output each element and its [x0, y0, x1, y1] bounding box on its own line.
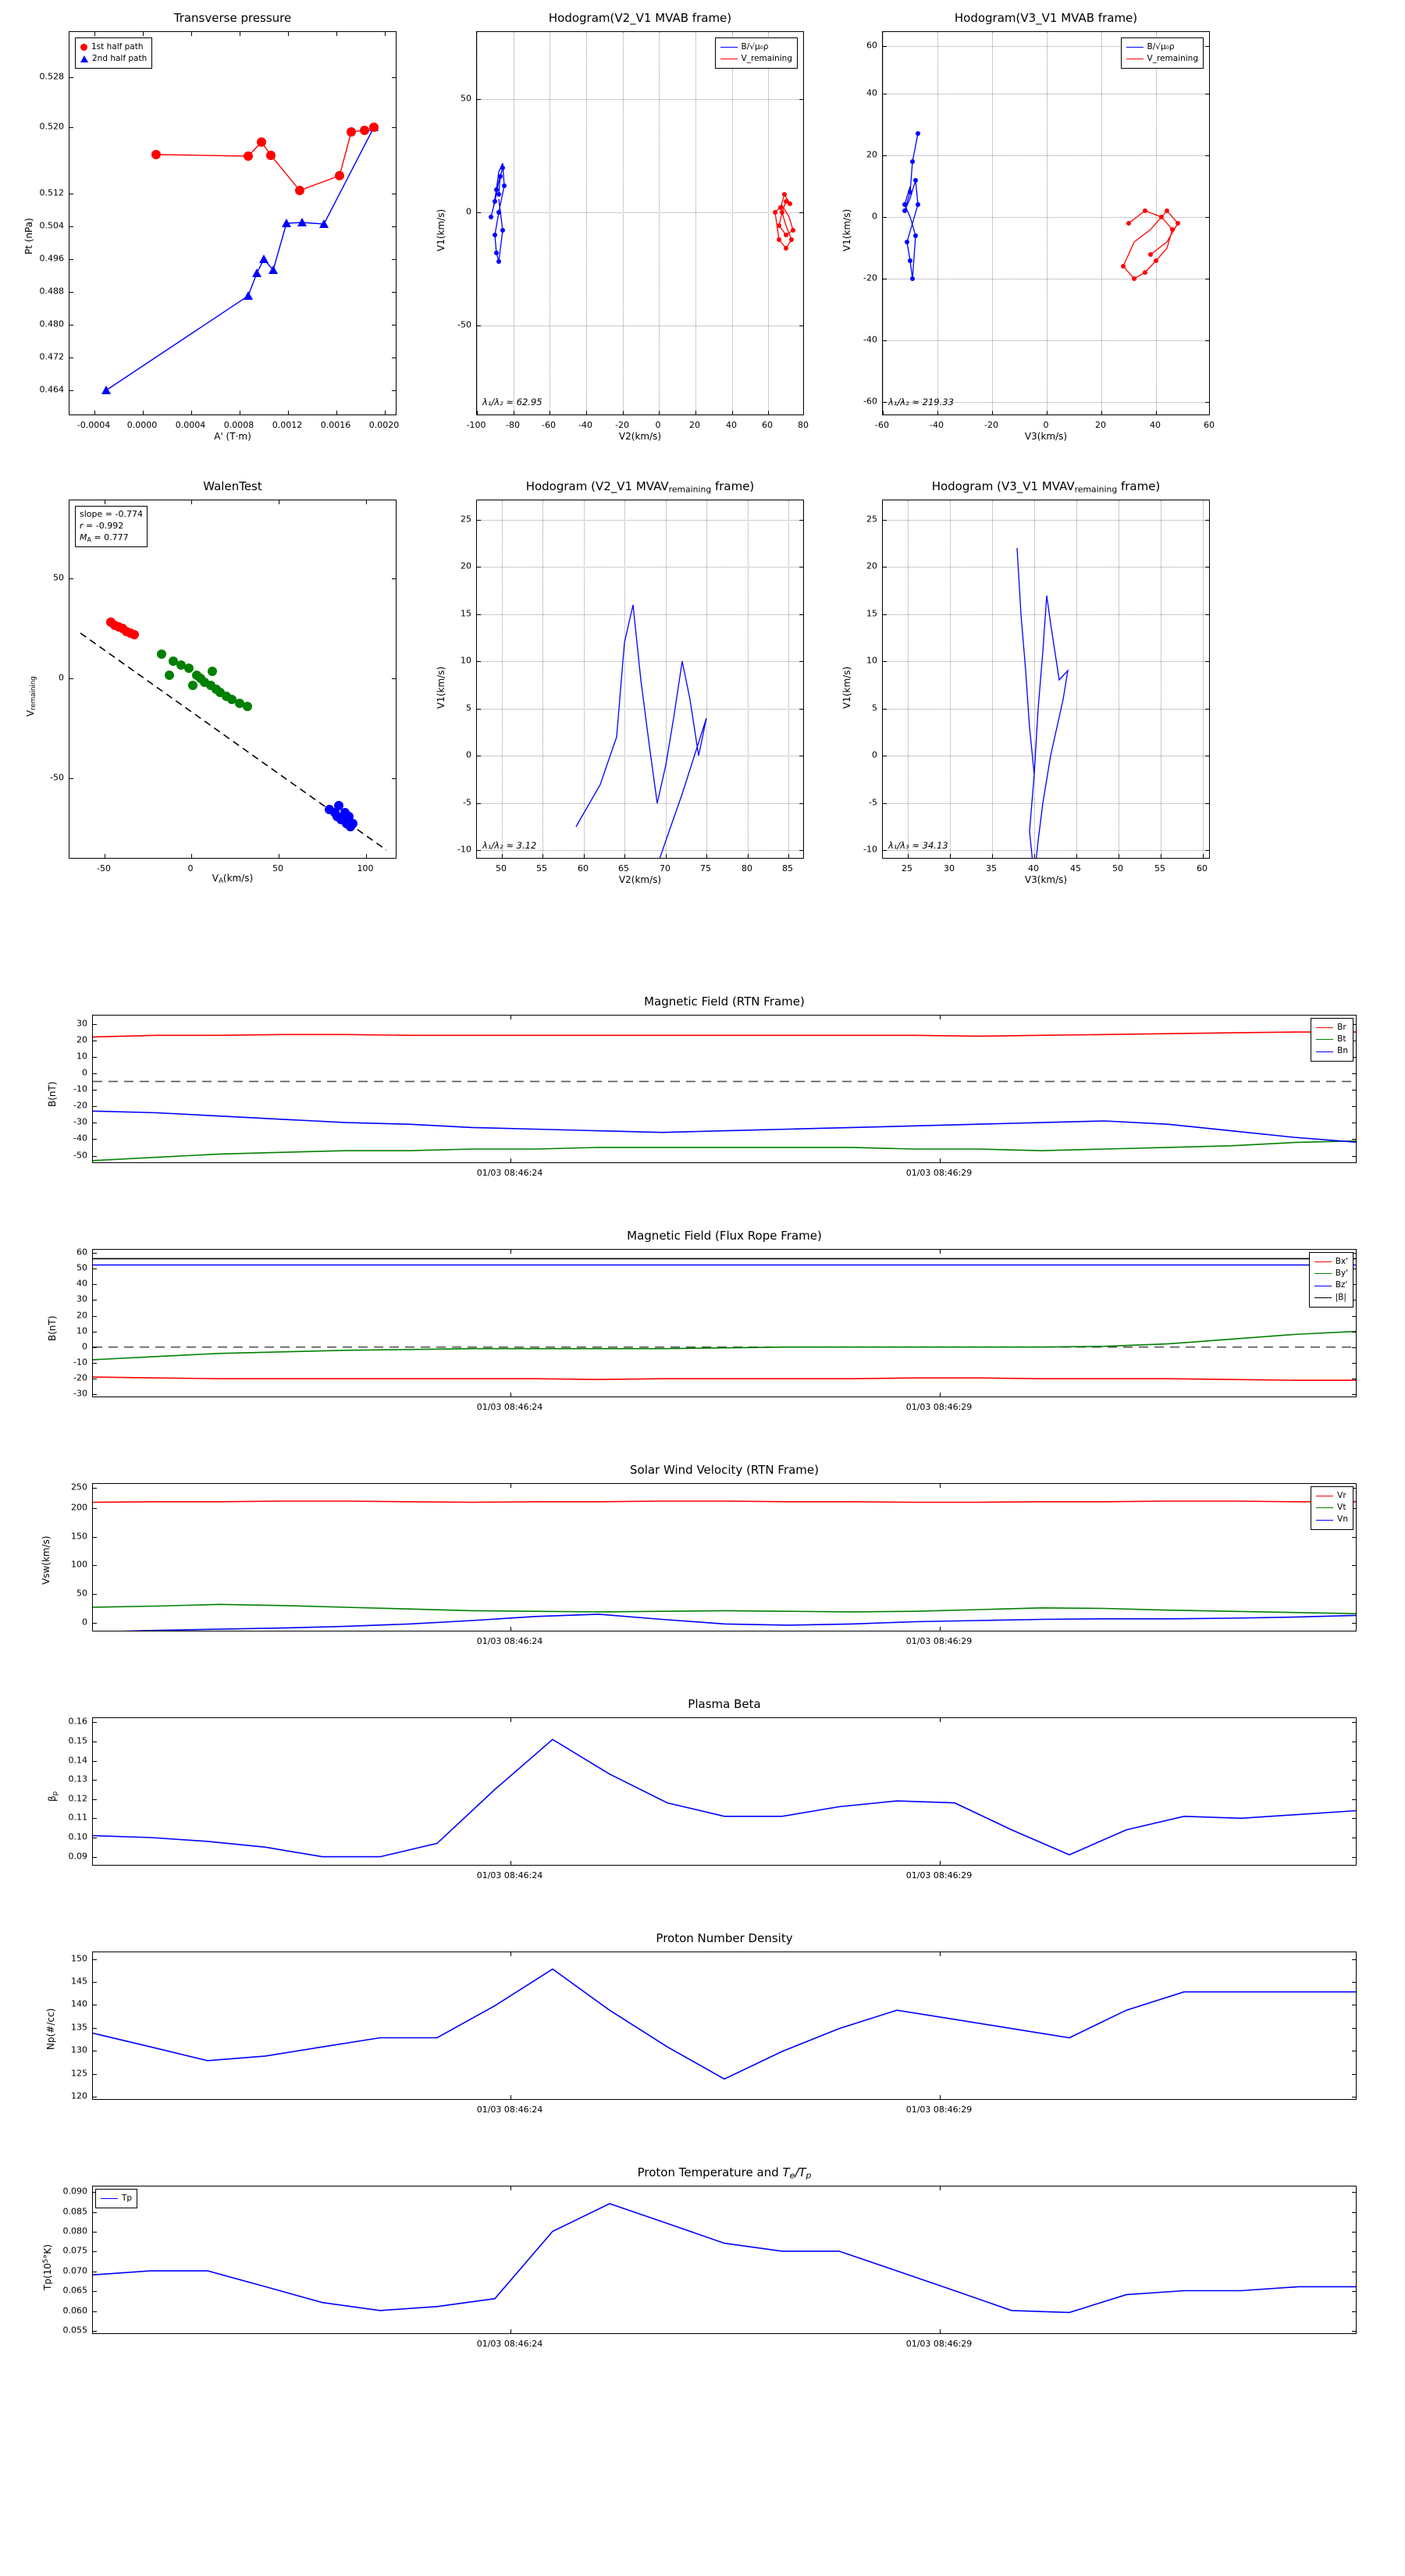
y-tick-label: 0 [466, 206, 471, 217]
panel-hodogram-v2v1-mvab [436, 11, 809, 442]
x-tick-label: 30 [944, 863, 955, 873]
y-tick-label: 50 [461, 93, 471, 104]
y-tick-label: 20 [76, 1034, 87, 1045]
x-axis-label: V3(km/s) [1024, 874, 1068, 885]
legend-magnetic-field-rtn [1311, 1018, 1353, 1062]
y-tick-label: -20 [73, 1372, 87, 1383]
legend-label: By' [1335, 1268, 1348, 1279]
line-swatch-icon [1316, 1507, 1333, 1508]
y-tick-label: 15 [461, 608, 471, 619]
x-tick-label: -60 [875, 420, 889, 430]
y-tick-label: -50 [50, 772, 64, 783]
x-tick-label: 35 [986, 863, 997, 873]
y-tick-label: 0.488 [39, 286, 64, 297]
plot-proton-temperature [93, 2186, 1357, 2334]
legend-item [1314, 1292, 1348, 1304]
x-tick-label: -20 [615, 420, 629, 430]
legend-item [1316, 1045, 1348, 1057]
legend-label: Vn [1337, 1514, 1348, 1525]
y-tick-label: 150 [71, 1953, 87, 1964]
x-tick-label: 01/03 08:46:29 [905, 1870, 973, 1880]
x-tick-label: 0 [1043, 420, 1049, 430]
x-axis-label: V2(km/s) [618, 431, 662, 442]
y-tick-label: -30 [73, 1388, 87, 1399]
x-tick-label: 80 [798, 420, 809, 430]
y-tick-label: 0.520 [39, 121, 64, 132]
y-tick-label: 250 [71, 1482, 87, 1493]
x-tick-label: 45 [1070, 863, 1081, 873]
legend-item [1126, 41, 1198, 53]
y-tick-label: 0.12 [68, 1793, 87, 1804]
legend-item [1316, 1022, 1348, 1034]
panel-magnetic-field-flux-rope [47, 1229, 1357, 1412]
legend-label: V_remaining [1147, 54, 1198, 64]
line-swatch-icon [1314, 1273, 1332, 1274]
y-tick-label: 140 [71, 1998, 87, 2009]
line-swatch-icon [1314, 1261, 1332, 1262]
x-tick-label: 60 [578, 863, 589, 873]
x-tick-label: -100 [466, 420, 486, 430]
y-tick-label: -10 [863, 844, 877, 855]
panel-title: Hodogram (V3_V1 $MVAV_{remaining}$ frame) [931, 479, 1161, 495]
line-swatch-icon [1316, 1051, 1333, 1052]
panel-hodogram-v3v1-mvab [841, 11, 1215, 442]
line-swatch-icon [720, 47, 738, 48]
y-tick-label: -40 [863, 334, 877, 345]
legend-item [720, 53, 792, 65]
axes-walen-test [69, 500, 397, 859]
y-tick-label: 0 [82, 1341, 87, 1352]
y-tick-label: -5 [869, 797, 877, 808]
y-tick-label: 0.065 [62, 2285, 87, 2296]
y-tick-label: 0 [872, 749, 877, 760]
y-tick-label: 30 [76, 1018, 87, 1029]
y-tick-label: 15 [866, 608, 877, 619]
plot-magnetic-field-flux-rope [93, 1250, 1357, 1397]
x-tick-label: 25 [902, 863, 912, 873]
axes-hodogram-v3v1-mvav [882, 500, 1210, 859]
legend-item [1316, 1034, 1348, 1045]
y-tick-label: 0.13 [68, 1774, 87, 1784]
legend-transverse-pressure [75, 37, 152, 69]
eigenvalue-ratio-annotation: λ₁/λ₃ ≈ 34.13 [888, 840, 948, 851]
x-tick-label: 01/03 08:46:29 [905, 2105, 973, 2115]
y-tick-label: 40 [76, 1278, 87, 1289]
y-tick-label: -20 [73, 1100, 87, 1111]
legend-item [101, 2193, 132, 2204]
y-axis-label: V1(km/s) [436, 666, 446, 709]
legend-item [1316, 1514, 1348, 1525]
y-tick-label: 0.060 [62, 2305, 87, 2316]
plot-hodogram-v3v1-mvab [883, 32, 1210, 415]
x-tick-label: 0 [655, 420, 661, 430]
plot-plasma-beta [93, 1718, 1357, 1866]
legend-label: B/√μ₀ρ [1147, 42, 1175, 52]
plot-hodogram-v3v1-mvav [883, 500, 1210, 859]
y-axis-label: $V_{remaining}$ [25, 676, 38, 717]
y-tick-label: 0.11 [68, 1812, 87, 1823]
y-tick-label: 5 [466, 703, 471, 713]
x-axis-label: $V_A(km/s)$ [212, 872, 254, 885]
legend-label: Br [1337, 1023, 1346, 1032]
y-tick-label: 145 [71, 1976, 87, 1987]
legend-item [80, 41, 147, 53]
axes-proton-number-density [92, 1952, 1357, 2100]
x-tick-label: 60 [1204, 420, 1215, 430]
y-tick-label: 20 [866, 149, 877, 160]
panel-plasma-beta [47, 1697, 1357, 1880]
y-tick-label: -40 [73, 1133, 87, 1144]
plot-solar-wind-velocity [93, 1484, 1357, 1631]
y-tick-label: 40 [866, 87, 877, 98]
x-axis-label: V2(km/s) [618, 874, 662, 885]
x-tick-label: 80 [742, 863, 752, 873]
y-axis-label: Pt (nPa) [23, 218, 34, 254]
axes-magnetic-field-flux-rope [92, 1249, 1357, 1397]
y-tick-label: -5 [463, 797, 471, 808]
y-tick-label: 10 [76, 1051, 87, 1062]
y-axis-label: $\beta_p$ [47, 1791, 60, 1802]
alfven-mach-value: $M_A = 0.777$ [80, 532, 129, 543]
axes-hodogram-v2v1-mvab [476, 31, 804, 415]
y-tick-label: 130 [71, 2044, 87, 2055]
y-tick-label: 125 [71, 2068, 87, 2079]
y-axis-label: V1(km/s) [841, 666, 852, 709]
legend-item [1314, 1268, 1348, 1279]
plot-hodogram-v2v1-mvab [477, 32, 804, 415]
line-swatch-icon [101, 2198, 118, 2199]
y-tick-label: 0.464 [39, 384, 64, 395]
y-tick-label: 0 [82, 1617, 87, 1628]
y-axis-label: Vsw(km/s) [41, 1535, 52, 1585]
x-tick-label: 01/03 08:46:29 [905, 1168, 973, 1178]
x-tick-label: 85 [782, 863, 793, 873]
y-tick-label: 0.480 [39, 318, 64, 329]
x-tick-label: 01/03 08:46:24 [476, 2105, 543, 2115]
y-axis-label: $Tp(10^5^\circ K)$ [42, 2244, 53, 2290]
panel-title: Proton Temperature and $T_e/T_p$ [637, 2165, 812, 2181]
triangle-marker-icon [80, 55, 88, 62]
y-axis-label: B(nT) [47, 1081, 58, 1107]
panel-title: Hodogram (V2_V1 $MVAV_{remaining}$ frame) [525, 479, 755, 495]
y-tick-label: 0.528 [39, 71, 64, 82]
legend-item [1126, 53, 1198, 65]
x-tick-label: -60 [542, 420, 556, 430]
axes-solar-wind-velocity [92, 1483, 1357, 1631]
y-tick-label: 5 [872, 703, 877, 713]
y-tick-label: -50 [73, 1150, 87, 1160]
line-swatch-icon [1316, 1027, 1333, 1028]
x-tick-label: -20 [984, 420, 998, 430]
panel-title: Hodogram(V3_V1 MVAB frame) [954, 11, 1138, 25]
y-tick-label: 60 [866, 40, 877, 51]
y-tick-label: 0.496 [39, 253, 64, 264]
x-tick-label: 0 [187, 863, 194, 873]
correlation-value: r = -0.992 [80, 520, 124, 531]
legend-label: Vt [1337, 1503, 1346, 1513]
panel-magnetic-field-rtn [47, 994, 1357, 1178]
y-tick-label: -10 [457, 844, 471, 855]
x-tick-label: 0.0008 [223, 420, 254, 430]
x-tick-label: 65 [618, 863, 629, 873]
line-swatch-icon [1316, 1520, 1333, 1521]
x-tick-label: 0.0020 [368, 420, 400, 430]
legend-label: B/√μ₀ρ [741, 42, 769, 52]
y-tick-label: 0.09 [68, 1851, 87, 1862]
legend-label: 1st half path [91, 42, 144, 52]
panel-hodogram-v3v1-mvav [841, 479, 1210, 885]
x-tick-label: 75 [700, 863, 711, 873]
y-tick-label: -50 [457, 319, 471, 330]
y-tick-label: -10 [73, 1083, 87, 1094]
y-tick-label: 50 [76, 1262, 87, 1273]
y-axis-label: V1(km/s) [436, 208, 446, 251]
eigenvalue-ratio-annotation: λ₁/λ₂ ≈ 3.12 [482, 840, 537, 851]
plot-walen-test [69, 500, 397, 859]
y-tick-label: 0.10 [68, 1831, 87, 1842]
legend-label: Bn [1337, 1046, 1348, 1056]
y-tick-label: 20 [76, 1310, 87, 1320]
x-tick-label: -50 [97, 863, 111, 873]
axes-transverse-pressure [69, 31, 397, 415]
panel-hodogram-v2v1-mvav [436, 479, 804, 885]
line-swatch-icon [1314, 1297, 1332, 1298]
y-tick-label: 60 [76, 1247, 87, 1258]
panel-title: Magnetic Field (Flux Rope Frame) [627, 1229, 822, 1243]
y-tick-label: 0.504 [39, 220, 64, 231]
x-tick-label: -40 [930, 420, 944, 430]
x-tick-label: 01/03 08:46:24 [476, 1402, 543, 1412]
x-tick-label: 50 [496, 863, 507, 873]
y-tick-label: 0.14 [68, 1755, 87, 1766]
legend-label: Vr [1337, 1491, 1346, 1500]
legend-label: Bz' [1335, 1280, 1348, 1290]
axes-magnetic-field-rtn [92, 1015, 1357, 1163]
legend-item [1316, 1502, 1348, 1514]
x-tick-label: -0.0004 [76, 420, 111, 430]
panel-title: Solar Wind Velocity (RTN Frame) [630, 1463, 819, 1477]
y-tick-label: -20 [863, 272, 877, 283]
x-tick-label: 01/03 08:46:24 [476, 1636, 543, 1646]
x-tick-label: -40 [578, 420, 592, 430]
legend-label: Bx' [1335, 1257, 1348, 1266]
y-tick-label: 0.15 [68, 1735, 87, 1746]
y-axis-label: V1(km/s) [841, 208, 852, 251]
slope-value: slope = -0.774 [80, 509, 143, 519]
legend-magnetic-field-flux-rope [1309, 1252, 1353, 1308]
y-tick-label: 10 [76, 1325, 87, 1336]
legend-hodogram-v2v1-mvab [715, 37, 798, 69]
y-tick-label: 100 [71, 1559, 87, 1570]
axes-plasma-beta [92, 1717, 1357, 1866]
y-tick-label: 0 [872, 211, 877, 222]
plot-magnetic-field-rtn [93, 1016, 1357, 1163]
y-tick-label: 120 [71, 2090, 87, 2101]
y-tick-label: 0 [466, 749, 471, 760]
y-tick-label: 0.16 [68, 1716, 87, 1727]
legend-item [1314, 1279, 1348, 1291]
axes-proton-temperature [92, 2186, 1357, 2334]
panel-title: Magnetic Field (RTN Frame) [644, 994, 805, 1009]
x-tick-label: 01/03 08:46:24 [476, 2339, 543, 2349]
x-tick-label: 55 [1154, 863, 1165, 873]
legend-item [1314, 1256, 1348, 1268]
line-swatch-icon [1316, 1039, 1333, 1040]
panel-proton-number-density [45, 1931, 1357, 2115]
legend-solar-wind-velocity [1311, 1486, 1353, 1530]
x-tick-label: 0.0012 [272, 420, 303, 430]
y-tick-label: -30 [73, 1116, 87, 1127]
x-tick-label: 70 [660, 863, 670, 873]
plot-transverse-pressure [69, 32, 397, 415]
y-tick-label: 0.512 [39, 187, 64, 198]
y-tick-label: 50 [53, 572, 64, 583]
y-tick-label: 150 [71, 1531, 87, 1541]
legend-label: |B| [1335, 1292, 1346, 1302]
eigenvalue-ratio-annotation: λ₁/λ₂ ≈ 62.95 [482, 397, 542, 407]
y-axis-label: B(nT) [47, 1315, 58, 1341]
legend-item [720, 41, 792, 53]
panel-title: Plasma Beta [688, 1697, 761, 1711]
y-axis-label: Np(#/cc) [45, 2008, 56, 2050]
x-tick-label: 0.0000 [126, 420, 158, 430]
x-tick-label: 40 [1150, 420, 1161, 430]
y-tick-label: 0.075 [62, 2245, 87, 2256]
y-tick-label: 135 [71, 2022, 87, 2033]
y-tick-label: 30 [76, 1293, 87, 1304]
y-tick-label: 25 [866, 514, 877, 525]
y-tick-label: 0.085 [62, 2206, 87, 2217]
panel-transverse-pressure [23, 11, 400, 442]
panel-solar-wind-velocity [41, 1463, 1357, 1646]
plot-hodogram-v2v1-mvav [477, 500, 804, 859]
legend-label: Bt [1337, 1034, 1346, 1044]
plot-proton-number-density [93, 1952, 1357, 2100]
x-tick-label: -80 [506, 420, 520, 430]
x-tick-label: 01/03 08:46:24 [476, 1870, 543, 1880]
legend-item [1316, 1490, 1348, 1502]
x-tick-label: 01/03 08:46:29 [905, 2339, 973, 2349]
panel-title: WalenTest [203, 479, 262, 493]
y-tick-label: 10 [866, 655, 877, 666]
y-tick-label: 0 [82, 1067, 87, 1078]
axes-hodogram-v2v1-mvav [476, 500, 804, 859]
y-tick-label: 0.090 [62, 2186, 87, 2197]
y-tick-label: -10 [73, 1357, 87, 1368]
legend-label: V_remaining [741, 54, 792, 64]
panel-proton-temperature [42, 2165, 1357, 2349]
y-tick-label: 20 [866, 560, 877, 571]
legend-item [80, 53, 147, 65]
x-tick-label: 60 [1197, 863, 1208, 873]
walen-stats-box [75, 506, 148, 547]
x-tick-label: 20 [689, 420, 700, 430]
y-tick-label: -60 [863, 396, 877, 407]
x-tick-label: 50 [1112, 863, 1123, 873]
x-tick-label: 0.0004 [175, 420, 206, 430]
y-tick-label: 0.070 [62, 2265, 87, 2276]
line-swatch-icon [1126, 47, 1144, 48]
x-tick-label: 20 [1095, 420, 1106, 430]
x-tick-label: 40 [1028, 863, 1039, 873]
x-tick-label: 01/03 08:46:29 [905, 1636, 973, 1646]
y-tick-label: 0.055 [62, 2325, 87, 2336]
axes-hodogram-v3v1-mvab [882, 31, 1210, 415]
x-tick-label: 50 [272, 863, 283, 873]
legend-proton-temperature [95, 2189, 137, 2208]
eigenvalue-ratio-annotation: λ₁/λ₂ ≈ 219.33 [888, 397, 954, 407]
x-tick-label: 0.0016 [320, 420, 351, 430]
x-tick-label: 40 [726, 420, 737, 430]
legend-label: 2nd half path [92, 54, 148, 64]
panel-title: Proton Number Density [656, 1931, 793, 1945]
y-tick-label: 10 [461, 655, 471, 666]
x-tick-label: 55 [536, 863, 547, 873]
y-tick-label: 20 [461, 560, 471, 571]
circle-marker-icon [80, 44, 87, 51]
y-tick-label: 0.472 [39, 351, 64, 362]
y-tick-label: 200 [71, 1502, 87, 1513]
x-axis-label: A' (T·m) [214, 431, 251, 442]
y-tick-label: 0 [59, 672, 64, 683]
panel-title: Hodogram(V2_V1 MVAB frame) [548, 11, 732, 25]
panel-title: Transverse pressure [173, 11, 292, 25]
x-tick-label: 100 [357, 863, 374, 873]
y-tick-label: 25 [461, 514, 471, 525]
y-tick-label: 50 [76, 1588, 87, 1599]
legend-label: Tp [122, 2194, 133, 2203]
x-tick-label: 60 [762, 420, 773, 430]
legend-hodogram-v3v1-mvab [1121, 37, 1204, 69]
x-axis-label: V3(km/s) [1024, 431, 1068, 442]
x-tick-label: 01/03 08:46:24 [476, 1168, 543, 1178]
x-tick-label: 01/03 08:46:29 [905, 1402, 973, 1412]
panel-walen-test [25, 479, 397, 885]
y-tick-label: 0.080 [62, 2226, 87, 2236]
